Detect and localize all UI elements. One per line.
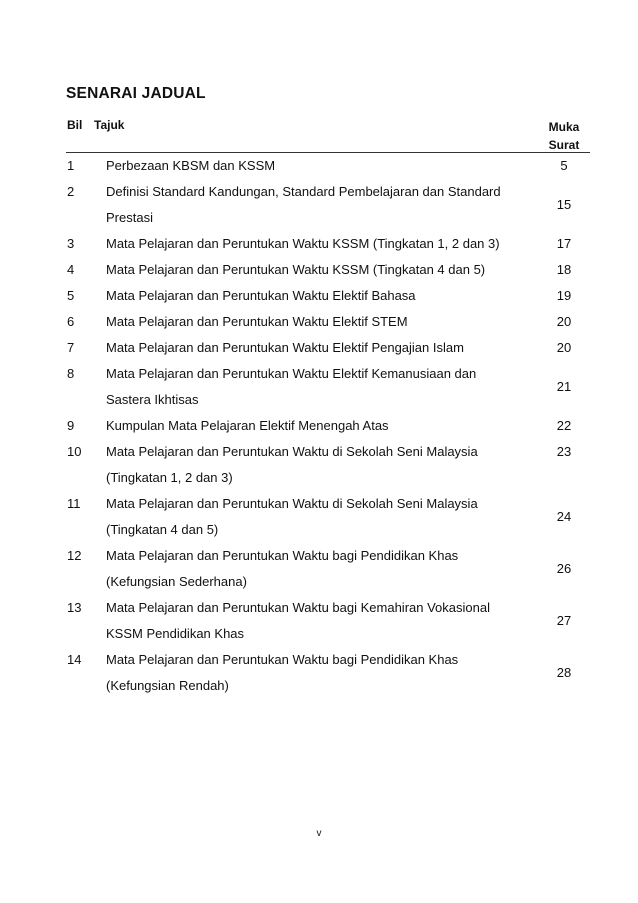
row-tajuk-line2: KSSM Pendidikan Khas: [106, 626, 245, 641]
row-bil: 4: [67, 262, 75, 277]
row-muka-surat: 23: [556, 444, 572, 459]
row-tajuk-line1: Mata Pelajaran dan Peruntukan Waktu Elektif STEM: [106, 314, 408, 329]
row-bil: 11: [67, 496, 81, 511]
row-tajuk: [106, 257, 516, 283]
page-number: v: [316, 828, 322, 839]
row-tajuk: [106, 543, 516, 595]
table-row: [66, 647, 590, 699]
table-row: [66, 153, 590, 179]
row-bil: 2: [67, 184, 75, 199]
row-tajuk: [106, 335, 516, 361]
row-tajuk-line1: Mata Pelajaran dan Peruntukan Waktu bagi Pendidikan Khas: [106, 652, 459, 667]
row-bil: 14: [67, 652, 82, 667]
table-row: [66, 413, 590, 439]
table-row: [66, 439, 590, 491]
table-row: [66, 257, 590, 283]
table-row: [66, 491, 590, 543]
row-muka-surat: 5: [560, 158, 568, 173]
row-bil: 6: [67, 314, 75, 329]
row-tajuk: [106, 595, 516, 647]
row-tajuk-line1: Mata Pelajaran dan Peruntukan Waktu di Sekolah Seni Malaysia: [106, 496, 478, 511]
row-muka-surat: 15: [556, 197, 572, 212]
table-row: [66, 179, 590, 231]
row-bil: 8: [67, 366, 75, 381]
table-body: [66, 153, 590, 699]
row-tajuk-line1: Mata Pelajaran dan Peruntukan Waktu bagi Kemahiran Vokasional: [106, 600, 490, 615]
header-tajuk: Tajuk: [94, 118, 125, 132]
row-muka-surat: 27: [556, 613, 572, 628]
header-bil: Bil: [67, 118, 83, 132]
row-muka-surat: 17: [556, 236, 572, 251]
row-bil: 5: [67, 288, 75, 303]
row-tajuk: [106, 413, 516, 439]
row-bil: 10: [67, 444, 82, 459]
row-tajuk-line1: Mata Pelajaran dan Peruntukan Waktu Elektif Kemanusiaan dan: [106, 366, 477, 381]
row-tajuk: [106, 179, 516, 231]
row-muka-surat: 24: [556, 509, 572, 524]
row-tajuk-line1: Mata Pelajaran dan Peruntukan Waktu di Sekolah Seni Malaysia: [106, 444, 478, 459]
header-muka-line2: Surat: [548, 138, 580, 152]
row-bil: 9: [67, 418, 75, 433]
page-title: SENARAI JADUAL: [66, 85, 206, 102]
row-tajuk-line2: (Tingkatan 1, 2 dan 3): [106, 470, 233, 485]
header-muka-line1: Muka: [548, 120, 580, 134]
table-row: [66, 543, 590, 595]
row-tajuk-line1: Mata Pelajaran dan Peruntukan Waktu Elektif Bahasa: [106, 288, 416, 303]
table-row: [66, 595, 590, 647]
row-tajuk: [106, 491, 516, 543]
row-tajuk-line1: Definisi Standard Kandungan, Standard Pembelajaran dan Standard: [106, 184, 501, 199]
row-tajuk: [106, 647, 516, 699]
row-tajuk: [106, 231, 516, 257]
row-tajuk: [106, 153, 516, 179]
table-row: [66, 283, 590, 309]
row-muka-surat: 26: [556, 561, 572, 576]
row-muka-surat: 19: [556, 288, 572, 303]
row-tajuk-line1: Perbezaan KBSM dan KSSM: [106, 158, 276, 173]
row-muka-surat: 22: [556, 418, 572, 433]
row-tajuk-line1: Mata Pelajaran dan Peruntukan Waktu Elektif Pengajian Islam: [106, 340, 464, 355]
row-tajuk: [106, 283, 516, 309]
row-bil: 3: [67, 236, 75, 251]
row-tajuk-line2: (Tingkatan 4 dan 5): [106, 522, 219, 537]
row-muka-surat: 20: [556, 340, 572, 355]
row-tajuk-line1: Mata Pelajaran dan Peruntukan Waktu KSSM (Tingkatan 4 dan 5): [106, 262, 486, 277]
table-row: [66, 361, 590, 413]
row-tajuk-line1: Mata Pelajaran dan Peruntukan Waktu KSSM (Tingkatan 1, 2 dan 3): [106, 236, 500, 251]
table-row: [66, 309, 590, 335]
row-tajuk-line1: Kumpulan Mata Pelajaran Elektif Menengah Atas: [106, 418, 389, 433]
row-bil: 1: [67, 158, 75, 173]
row-muka-surat: 20: [556, 314, 572, 329]
row-tajuk: [106, 439, 516, 491]
row-muka-surat: 21: [556, 379, 572, 394]
table-row: [66, 231, 590, 257]
row-tajuk-line2: (Kefungsian Rendah): [106, 678, 229, 693]
table-header: [66, 116, 590, 152]
row-muka-surat: 18: [556, 262, 572, 277]
row-bil: 7: [67, 340, 75, 355]
row-tajuk-line2: Prestasi: [106, 210, 153, 225]
row-tajuk-line1: Mata Pelajaran dan Peruntukan Waktu bagi Pendidikan Khas: [106, 548, 459, 563]
header-muka-surat: [540, 118, 588, 154]
row-muka-surat: 28: [556, 665, 572, 680]
row-tajuk: [106, 309, 516, 335]
row-tajuk-line2: Sastera Ikhtisas: [106, 392, 199, 407]
row-bil: 13: [67, 600, 82, 615]
table-list: [66, 116, 590, 699]
row-bil: 12: [67, 548, 82, 563]
row-tajuk-line2: (Kefungsian Sederhana): [106, 574, 247, 589]
row-tajuk: [106, 361, 516, 413]
table-row: [66, 335, 590, 361]
